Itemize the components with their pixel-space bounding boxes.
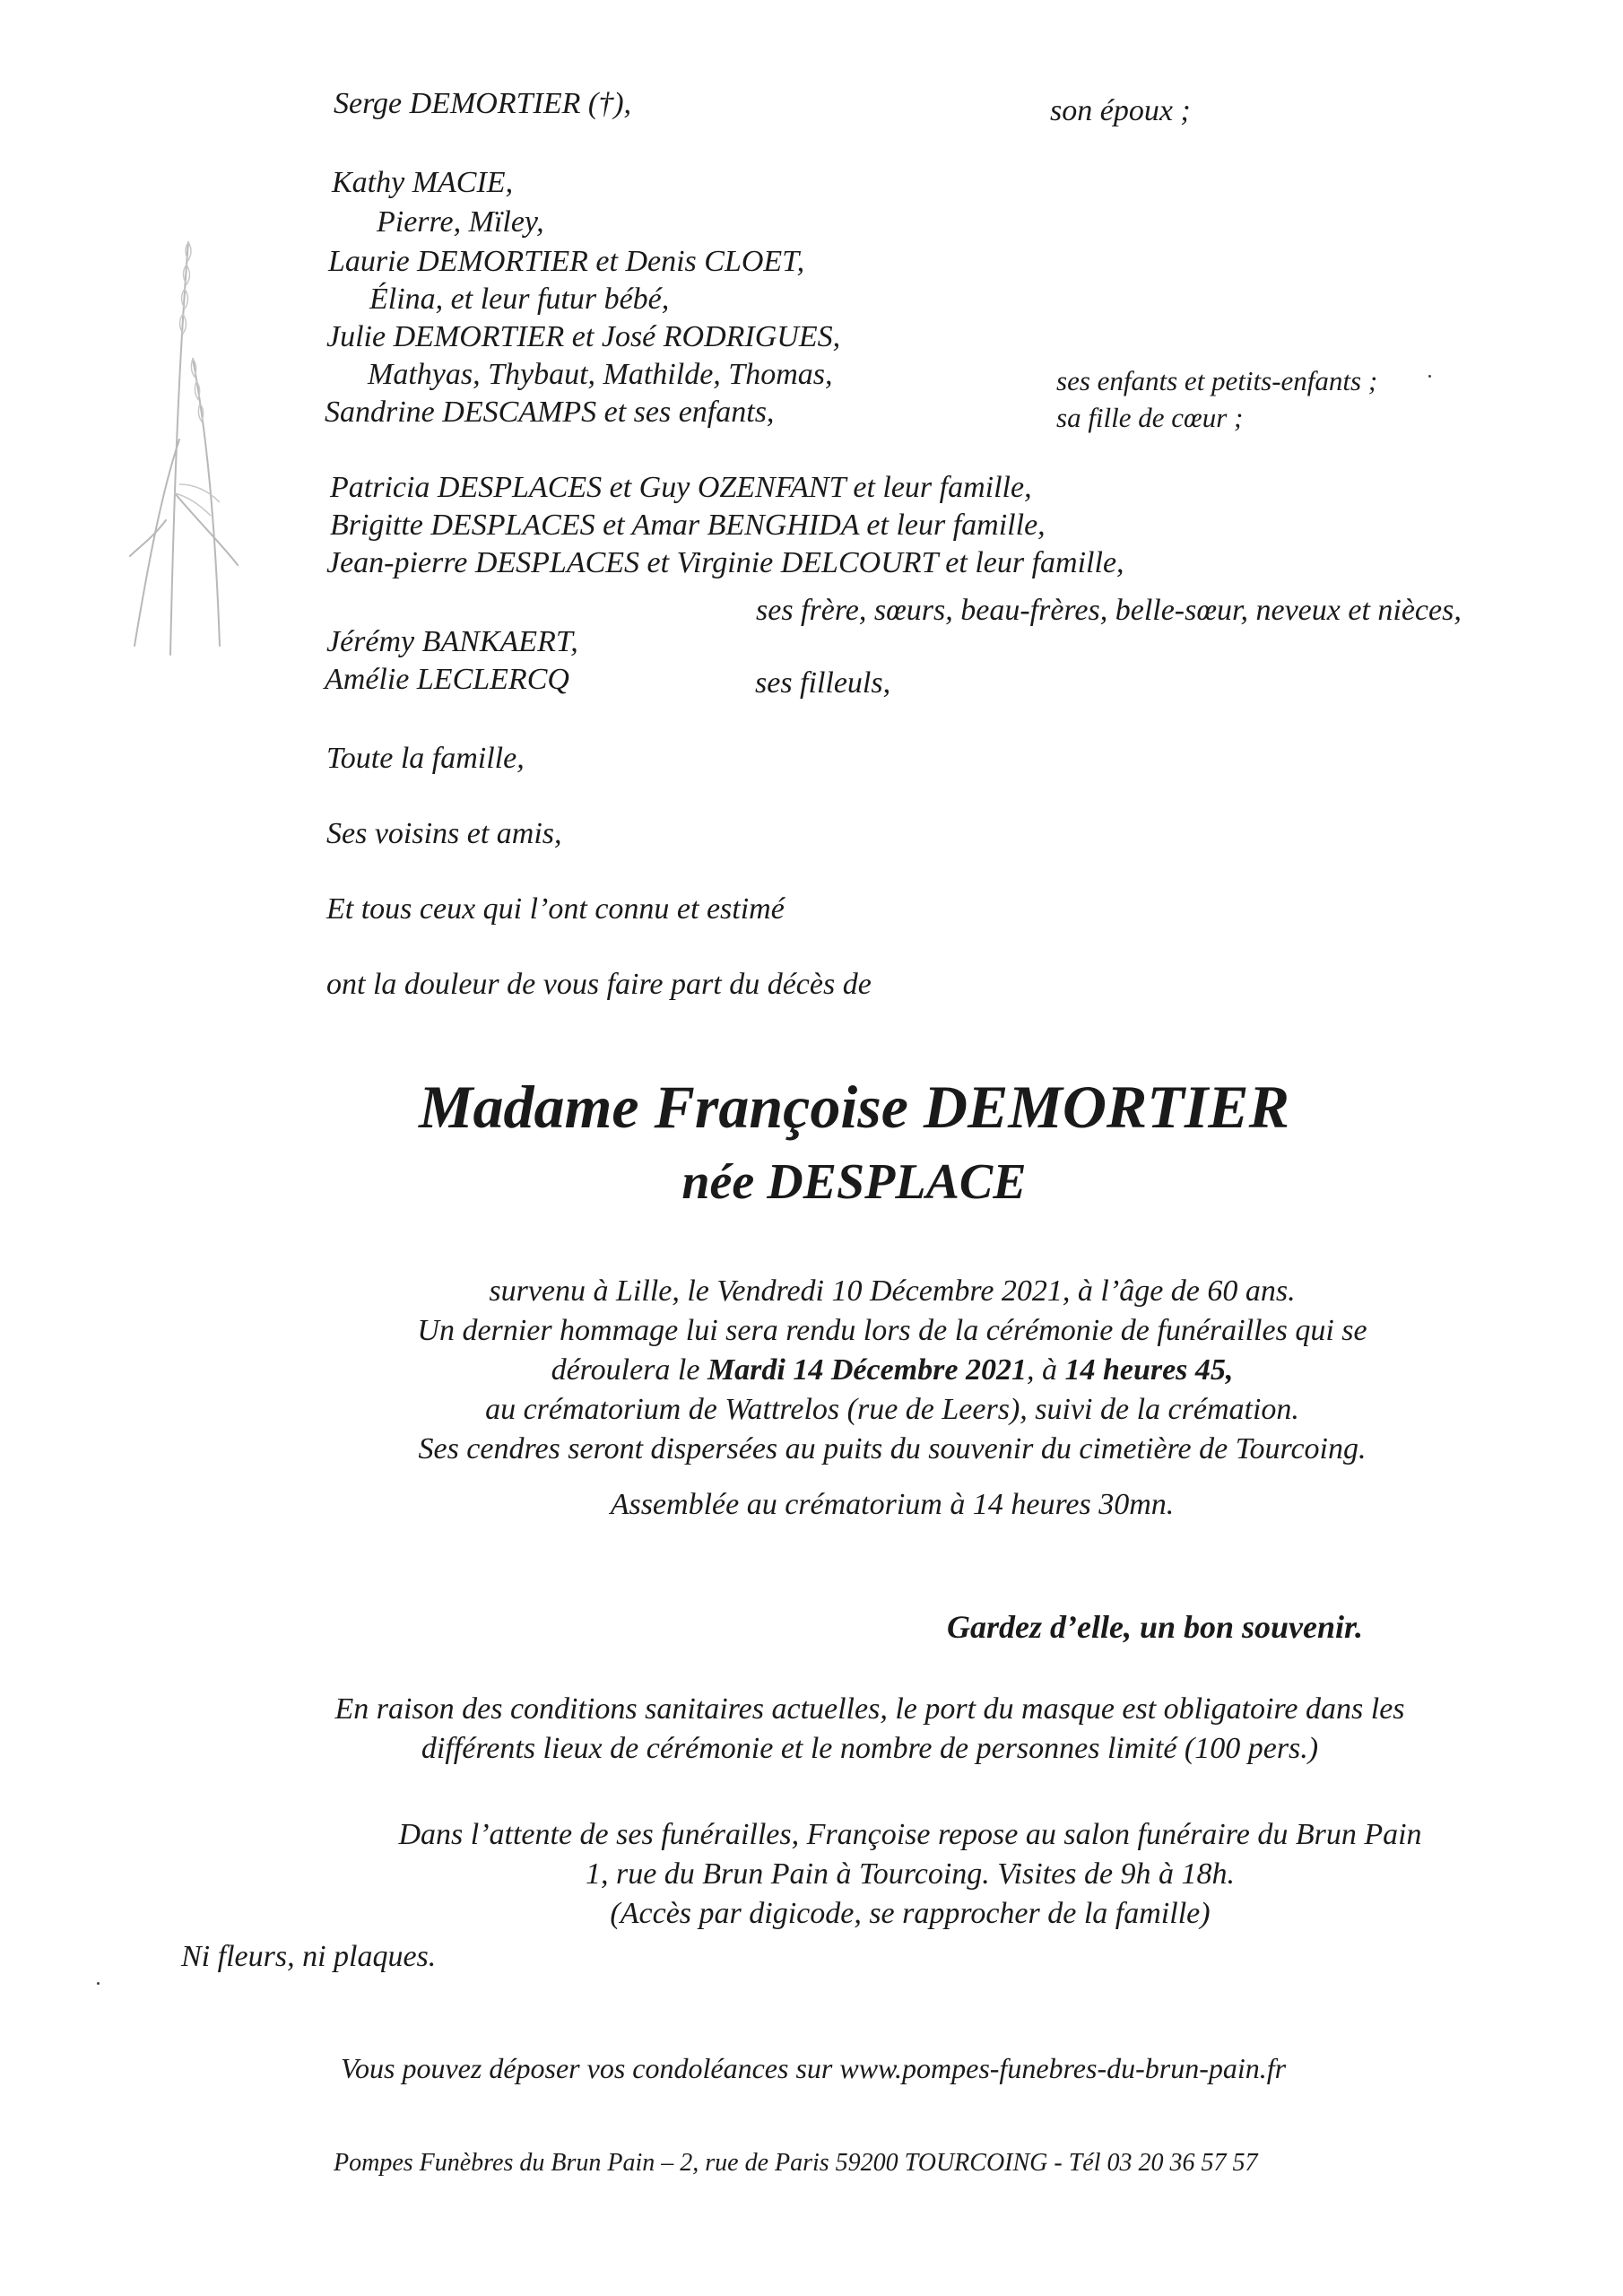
children-role: ses enfants et petits-enfants ; <box>1056 365 1378 396</box>
death-date-line: survenu à Lille, le Vendredi 10 Décembre 2021, à l’âge de 60 ans. <box>489 1274 1296 1308</box>
visit-line: 1, rue du Brun Pain à Tourcoing. Visites de 9h à 18h. <box>585 1857 1236 1891</box>
heart-daughter-role: sa fille de cœur ; <box>1056 402 1244 433</box>
visit-line: Dans l’attente de ses funérailles, Françoise repose au salon funéraire du Brun Pain <box>398 1818 1422 1851</box>
ceremony-prefix: déroulera le <box>551 1353 707 1387</box>
visit-line: (Accès par digicode, se rapprocher de la famille) <box>610 1897 1211 1930</box>
sibling-line: Patricia DESPLACES et Guy OZENFANT et leur famille, <box>330 471 1032 504</box>
sibling-line: Brigitte DESPLACES et Amar BENGHIDA et leur famille, <box>330 509 1046 542</box>
stray-mark <box>1428 375 1431 378</box>
child-line: Sandrine DESCAMPS et ses enfants, <box>325 396 775 429</box>
siblings-role: ses frère, sœurs, beau-frères, belle-sœur, neveux et nièces, <box>756 594 1462 627</box>
ceremony-date-line <box>0 1352 1623 1388</box>
condolences-line: Vous pouvez déposer vos condoléances sur www.pompes-funebres-du-brun-pain.fr <box>341 2052 1287 2084</box>
deceased-name: Madame Françoise DEMORTIER <box>419 1073 1289 1141</box>
sanitary-line: En raison des conditions sanitaires actuelles, le port du masque est obligatoire dans les <box>334 1692 1405 1726</box>
ashes-line: Ses cendres seront dispersées au puits du souvenir du cimetière de Tourcoing. <box>418 1432 1367 1465</box>
stray-mark <box>97 1982 100 1985</box>
child-line: Mathyas, Thybaut, Mathilde, Thomas, <box>368 358 833 391</box>
spouse-name: Serge DEMORTIER (†), <box>334 87 632 120</box>
all-others: Et tous ceux qui l’ont connu et estimé <box>326 892 785 926</box>
child-line: Élina, et leur futur bébé, <box>369 283 670 316</box>
ceremony-date: Mardi 14 Décembre 2021 <box>707 1353 1027 1387</box>
crematorium-line: au crématorium de Wattrelos (rue de Leers), suivi de la crémation. <box>485 1393 1299 1426</box>
godchild-line: Jérémy BANKAERT, <box>326 625 578 658</box>
ceremony-mid: , à <box>1026 1353 1065 1387</box>
assembly-line: Assemblée au crématorium à 14 heures 30mn. <box>610 1488 1175 1521</box>
footer-funeral-home: Pompes Funèbres du Brun Pain – 2, rue de Paris 59200 TOURCOING - Tél 03 20 36 57 57 <box>334 2149 1258 2177</box>
child-line: Pierre, Mïley, <box>377 205 544 239</box>
ceremony-suffix: , <box>1225 1353 1234 1387</box>
deceased-maiden-name: née DESPLACE <box>681 1154 1027 1210</box>
announce-line: ont la douleur de vous faire part du décès de <box>326 968 872 1001</box>
spouse-role: son époux ; <box>1050 94 1191 127</box>
godchildren-role: ses filleuls, <box>755 666 891 700</box>
ceremony-time: 14 heures 45 <box>1064 1353 1226 1387</box>
sibling-line: Jean-pierre DESPLACES et Virginie DELCOURT et leur famille, <box>326 546 1124 579</box>
child-line: Julie DEMORTIER et José RODRIGUES, <box>326 320 841 353</box>
no-flowers-line: Ni fleurs, ni plaques. <box>181 1940 437 1973</box>
godchild-line: Amélie LECLERCQ <box>325 663 569 696</box>
neighbours: Ses voisins et amis, <box>326 817 562 850</box>
farewell-line: Gardez d’elle, un bon souvenir. <box>947 1609 1364 1645</box>
ceremony-line: Un dernier hommage lui sera rendu lors de la cérémonie de funérailles qui se <box>417 1314 1367 1347</box>
sanitary-line: différents lieux de cérémonie et le nombre de personnes limité (100 pers.) <box>421 1732 1319 1765</box>
whole-family: Toute la famille, <box>326 742 525 775</box>
child-line: Laurie DEMORTIER et Denis CLOET, <box>328 245 805 278</box>
child-line: Kathy MACIE, <box>332 166 514 199</box>
wheat-decoration-icon <box>126 224 242 673</box>
